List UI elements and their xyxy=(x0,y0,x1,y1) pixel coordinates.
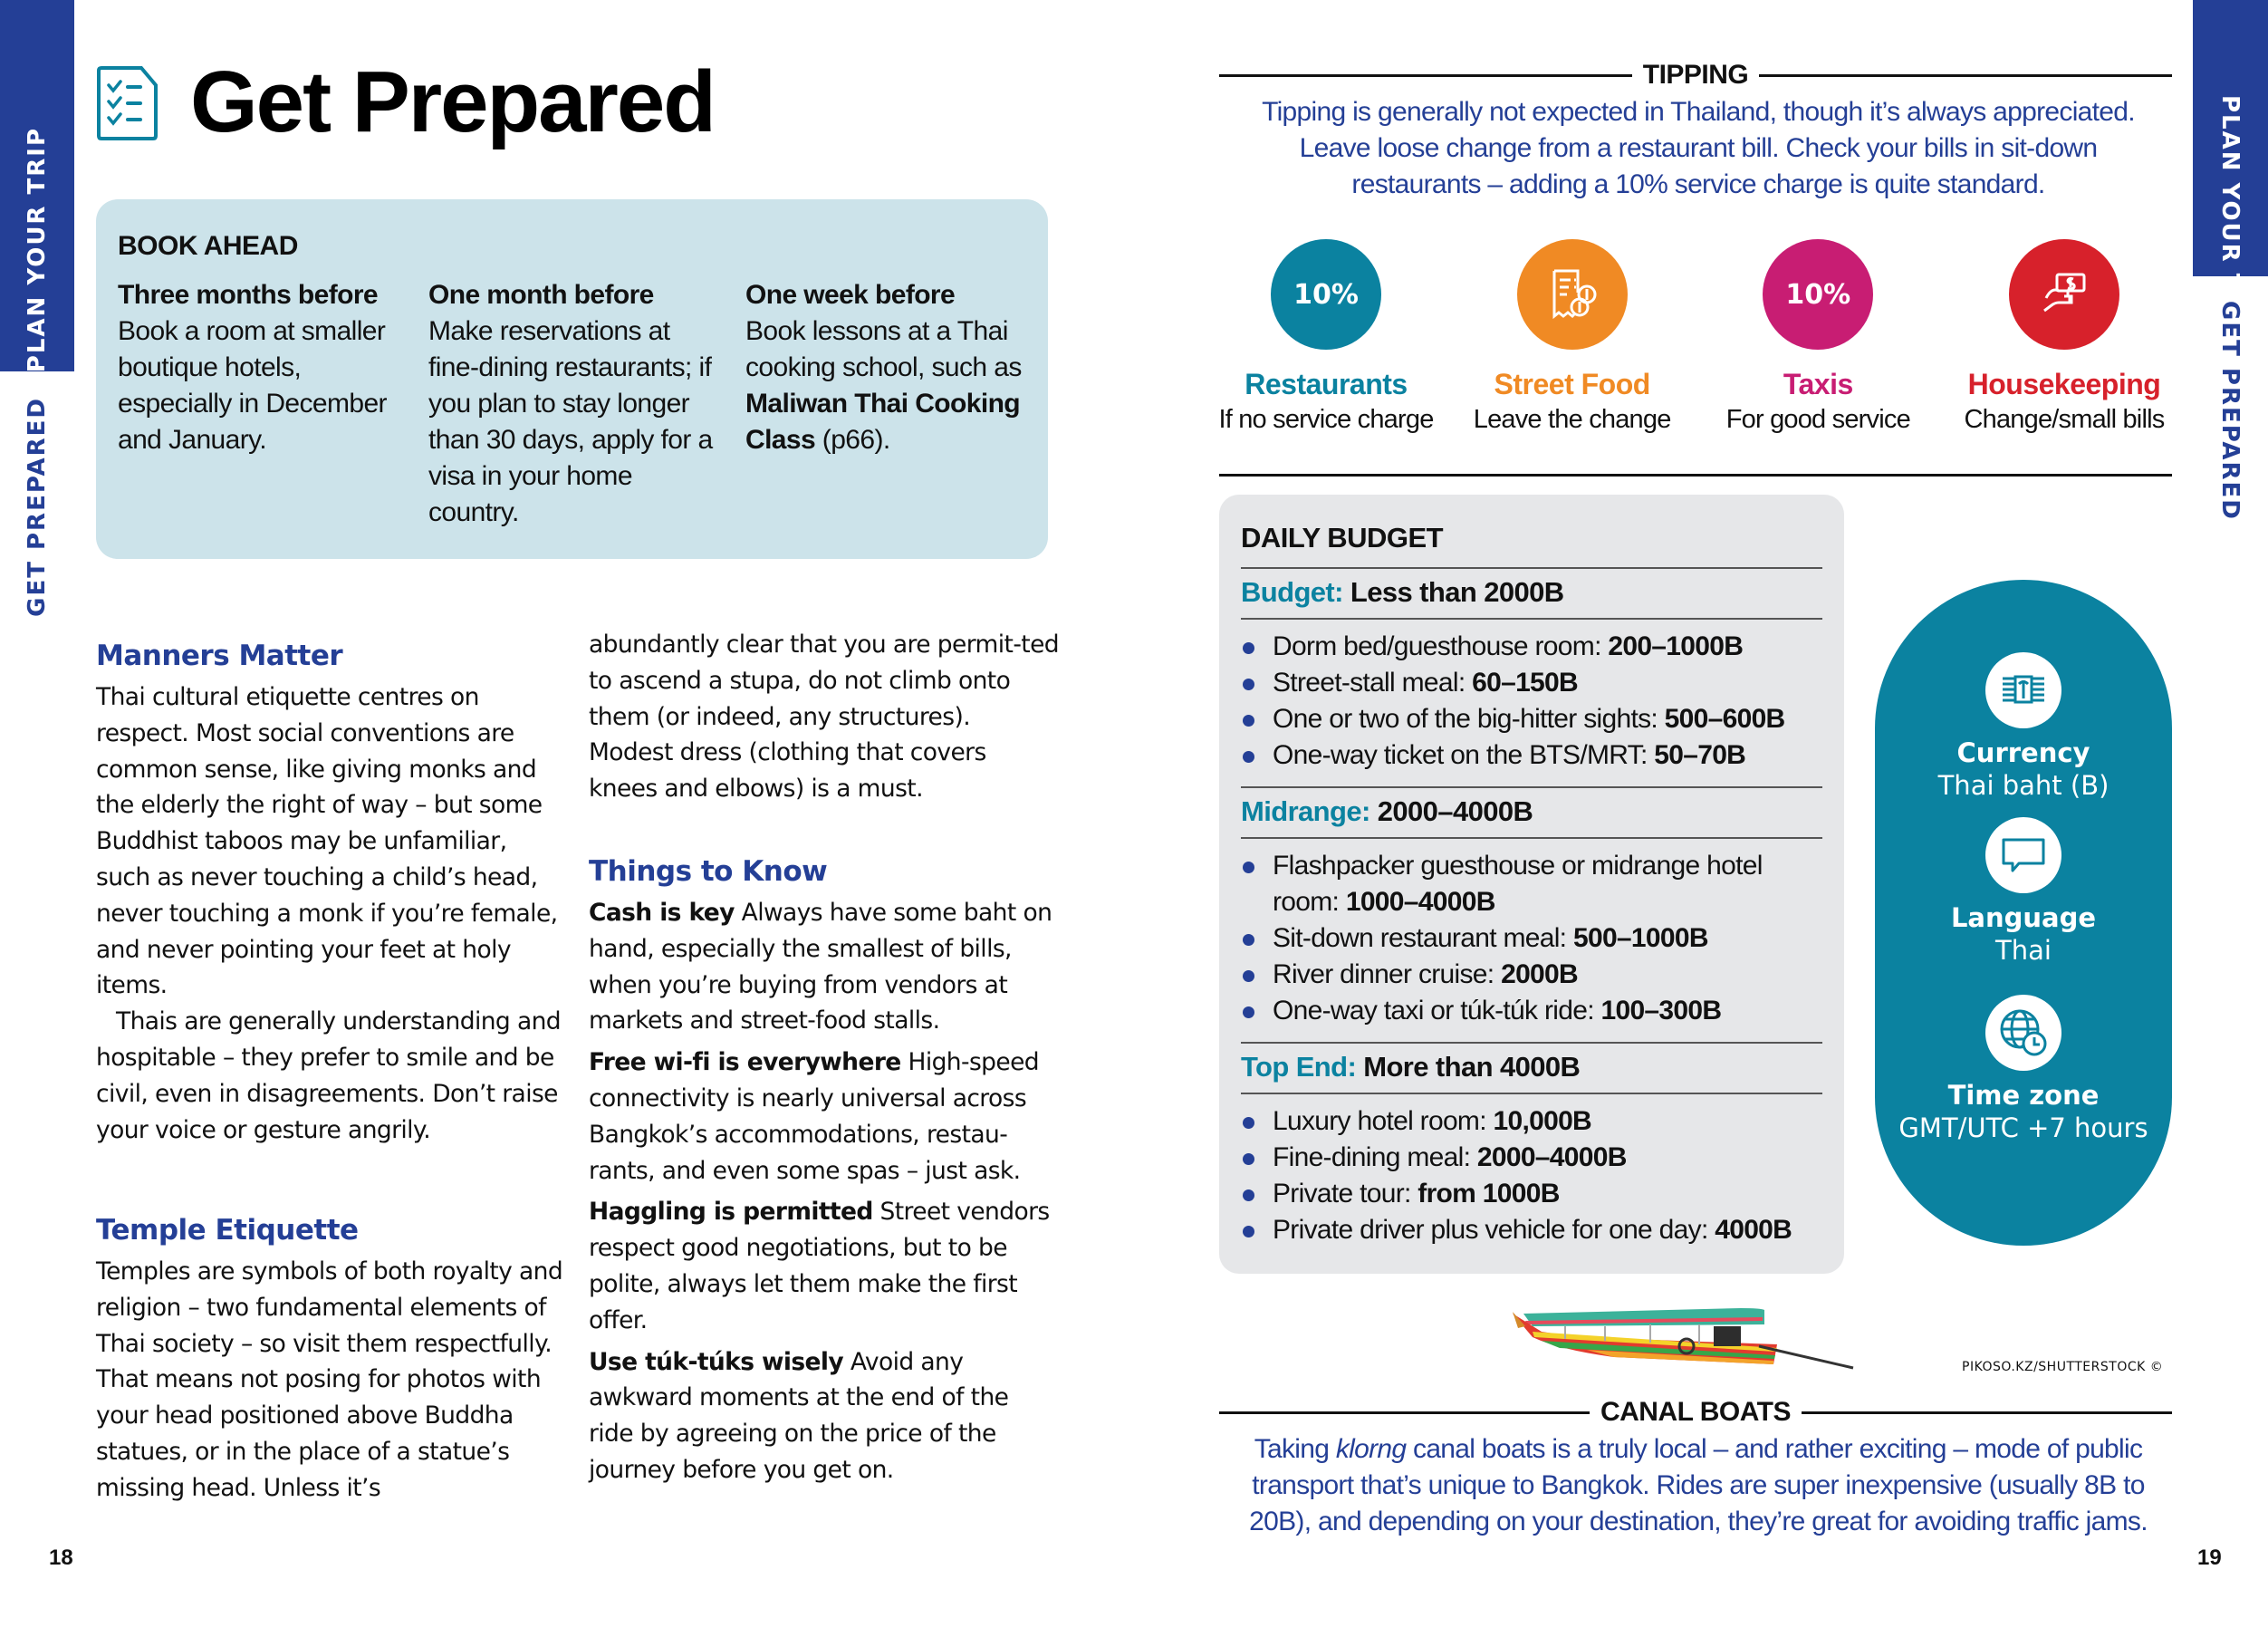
fact-label: Language xyxy=(1950,902,2097,933)
divider xyxy=(1219,1411,1590,1414)
things-item-lead: Free wi-fi is everywhere xyxy=(589,1048,901,1077)
tipping-items xyxy=(1219,239,2174,435)
item-text: Sit-down restaurant meal: xyxy=(1273,923,1573,953)
item-text: One-way taxi or túk-túk ride: xyxy=(1273,996,1601,1026)
item-text: One-way ticket on the BTS/MRT: xyxy=(1273,740,1655,770)
page-reference: (p66). xyxy=(815,425,890,455)
item-price: 200–1000B xyxy=(1608,631,1744,661)
tip-name: Housekeeping xyxy=(1967,368,2161,400)
percent-badge xyxy=(1763,239,1873,350)
tip-restaurants xyxy=(1217,239,1435,435)
things-item-text: Street vendors respect good negotiations, but to be polite, always let them make the first offer. xyxy=(589,1198,1050,1334)
item-text: Fine-dining meal: xyxy=(1273,1142,1477,1172)
item-text: Private tour: xyxy=(1273,1179,1418,1208)
divider xyxy=(1241,786,1822,788)
item-text: One or two of the big-hitter sights: xyxy=(1273,704,1665,734)
item-price: 2000–4000B xyxy=(1476,1142,1627,1172)
manners-paragraph-1: Thai cultural etiquette centres on respect. Most social conventions are common sense, like giving monks and the elderly the right of way – but some Buddhist taboos may be unfamiliar, such as never touching a child’s head, never touching a monk if you’re female, and never pointing your feet at holy items. xyxy=(96,683,558,1000)
list-item xyxy=(1241,920,1822,957)
checklist-icon xyxy=(96,65,159,141)
canal-text-italic: klorng xyxy=(1335,1434,1407,1464)
item-text: River dinner cruise: xyxy=(1273,959,1502,989)
daily-budget-heading: DAILY BUDGET xyxy=(1241,522,1444,554)
item-text: Flashpacker guesthouse or midrange hotel room: xyxy=(1273,851,1763,917)
divider xyxy=(1802,1411,2172,1414)
item-price: 500–600B xyxy=(1664,704,1785,734)
book-ahead-col-1 xyxy=(118,277,408,458)
receipt-coins-icon xyxy=(1517,239,1628,350)
page-number-left: 18 xyxy=(49,1546,73,1570)
tier-range: Less than 2000B xyxy=(1350,576,1564,608)
book-ahead-col-text: Book a room at smaller boutique hotels, especially in December and January. xyxy=(118,316,387,455)
item-price: 10,000B xyxy=(1493,1106,1592,1136)
item-text: Luxury hotel room: xyxy=(1273,1106,1494,1136)
fact-value: Thai baht (B) xyxy=(1937,770,2109,801)
list-item xyxy=(1241,1212,1822,1248)
fact-value: Thai xyxy=(1995,935,2052,966)
things-item xyxy=(589,1344,1060,1488)
cooking-class-name: Maliwan Thai Cooking Class xyxy=(745,389,1021,455)
item-price: 60–150B xyxy=(1472,668,1578,698)
right-section-label: PLAN YOUR TRIP xyxy=(2216,95,2244,342)
tip-name: Restaurants xyxy=(1245,368,1408,400)
tipping-heading-rule xyxy=(1219,60,2172,91)
photo-credit: PIKOSO.KZ/SHUTTERSTOCK © xyxy=(1962,1360,2164,1374)
things-item xyxy=(589,895,1060,1039)
midrange-tier-header xyxy=(1241,795,1822,828)
left-section-tab xyxy=(0,0,74,371)
item-price: 2000B xyxy=(1501,959,1578,989)
left-chapter-label: GET PREPARED xyxy=(24,397,51,617)
canal-boats-heading-rule xyxy=(1219,1397,2172,1428)
tip-housekeeping xyxy=(1956,239,2173,435)
book-ahead-col-text: Make reservations at fine-dining restaurants; if you plan to stay longer than 30 days, apply for a visa in your home country. xyxy=(428,316,713,527)
quick-facts-pill xyxy=(1875,580,2172,1246)
tier-label: Top End: xyxy=(1241,1051,1357,1083)
item-text: Street-stall meal: xyxy=(1273,668,1473,698)
tip-name: Street Food xyxy=(1494,368,1650,400)
book-ahead-heading: BOOK AHEAD xyxy=(118,231,298,261)
manners-body xyxy=(96,679,567,1148)
list-item xyxy=(1241,993,1822,1029)
tip-desc: If no service charge xyxy=(1218,405,1434,434)
percent-badge xyxy=(1271,239,1381,350)
things-item-text: Avoid any awkward moments at the end of the ride by agreeing on the price of the journey before you get on. xyxy=(589,1347,1009,1484)
daily-budget-box xyxy=(1219,495,1844,1274)
list-item xyxy=(1241,848,1822,920)
list-item xyxy=(1241,1140,1822,1176)
divider xyxy=(1241,1042,1822,1044)
fact-time-zone xyxy=(1875,995,2172,1143)
things-item-lead: Use túk-túks wisely xyxy=(589,1347,844,1376)
tip-desc: Leave the change xyxy=(1473,405,1671,434)
item-price: 4000B xyxy=(1715,1215,1792,1245)
globe-clock-icon xyxy=(1985,995,2061,1071)
item-price: 50–70B xyxy=(1654,740,1746,770)
book-ahead-col-title: One week before xyxy=(745,280,956,310)
divider xyxy=(1241,618,1822,620)
midrange-tier-list xyxy=(1241,848,1822,1029)
divider xyxy=(1219,474,2172,477)
list-item xyxy=(1241,957,1822,993)
temple-body: Temples are symbols of both royalty and religion – two fundamental elements of Thai society – so visit them respectfully. That means not posing for photos with your head positioned above Buddha statues, or in the place of a statue’s missing head. Unless it’s xyxy=(96,1257,563,1502)
tip-name: Taxis xyxy=(1783,368,1853,400)
budget-tier-list xyxy=(1241,629,1822,774)
fact-label: Time zone xyxy=(1947,1080,2100,1111)
tip-desc: For good service xyxy=(1725,405,1910,434)
list-item xyxy=(1241,665,1822,701)
divider xyxy=(1241,1093,1822,1094)
tier-label: Budget: xyxy=(1241,576,1343,608)
tip-street-food xyxy=(1464,239,1681,435)
book-ahead-col-title: One month before xyxy=(428,280,654,310)
page-title: Get Prepared xyxy=(190,53,715,150)
tipping-intro: Tipping is generally not expected in Thailand, though it’s always appreciated. Leave loose change from a restaurant bill. Check your bills in sit-down restaurants – adding a 10% service charge is quite standard. xyxy=(1262,97,2135,199)
things-item-lead: Cash is key xyxy=(589,899,735,927)
canal-text-part: canal boats is a truly local – and rather exciting – mode of public transport that’s unique to Bangkok. Rides are super inexpensive (usually 8B to 20B), and depending on your destination, they’re great for avoiding traffic jams. xyxy=(1249,1434,2148,1536)
top-end-tier-header xyxy=(1241,1051,1822,1083)
things-item xyxy=(589,1045,1060,1189)
things-item-text: Always have some baht on hand, especially the smallest of bills, when you’re buying from vendors at markets and street-food stalls. xyxy=(589,899,1052,1035)
tipping-heading: TIPPING xyxy=(1642,60,1749,90)
list-item xyxy=(1241,701,1822,737)
temple-heading: Temple Etiquette xyxy=(96,1214,359,1247)
item-price: 500–1000B xyxy=(1572,923,1708,953)
book-ahead-col-2 xyxy=(428,277,718,531)
tier-label: Midrange: xyxy=(1241,795,1370,827)
tier-range: More than 4000B xyxy=(1363,1051,1581,1083)
book-ahead-col-title: Three months before xyxy=(118,280,378,310)
tier-range: 2000–4000B xyxy=(1377,795,1533,827)
item-text: Private driver plus vehicle for one day: xyxy=(1273,1215,1715,1245)
things-heading: Things to Know xyxy=(589,855,828,888)
canal-boats-text xyxy=(1232,1431,2165,1540)
canal-text-part: Taking xyxy=(1254,1434,1336,1464)
percent-label: 10% xyxy=(1785,278,1851,311)
tip-desc: Change/small bills xyxy=(1964,405,2165,434)
canal-boats-heading: CANAL BOATS xyxy=(1600,1397,1792,1427)
fact-language xyxy=(1875,817,2172,966)
book-ahead-box xyxy=(96,199,1048,559)
divider xyxy=(1759,74,2172,77)
item-text: Dorm bed/guesthouse room: xyxy=(1273,631,1609,661)
divider xyxy=(1241,837,1822,839)
tip-taxis xyxy=(1709,239,1927,435)
list-item xyxy=(1241,1176,1822,1212)
percent-label: 10% xyxy=(1293,278,1359,311)
banknotes-icon xyxy=(1985,652,2061,728)
hand-cash-icon xyxy=(2009,239,2119,350)
list-item xyxy=(1241,629,1822,665)
things-item xyxy=(589,1194,1060,1338)
manners-paragraph-2: Thais are generally understanding and hospitable – they prefer to smile and be civil, even in disagreements. Don’t raise your voice or gesture angrily. xyxy=(96,1007,562,1144)
canal-boat-photo xyxy=(1505,1305,1877,1377)
manners-heading: Manners Matter xyxy=(96,640,343,672)
divider xyxy=(1219,74,1632,77)
fact-value: GMT/UTC +7 hours xyxy=(1898,1112,2148,1143)
list-item xyxy=(1241,1103,1822,1140)
item-price: from 1000B xyxy=(1418,1179,1560,1208)
left-section-label: PLAN YOUR TRIP xyxy=(24,127,51,373)
budget-tier-header xyxy=(1241,576,1822,609)
things-item-lead: Haggling is permitted xyxy=(589,1198,873,1227)
page-number-right: 19 xyxy=(2197,1546,2222,1570)
list-item xyxy=(1241,737,1822,774)
fact-label: Currency xyxy=(1956,737,2090,768)
item-price: 100–300B xyxy=(1600,996,1722,1026)
book-ahead-col-3 xyxy=(745,277,1035,458)
things-list xyxy=(589,895,1060,1488)
divider xyxy=(1241,567,1822,569)
right-chapter-label: GET PREPARED xyxy=(2216,301,2244,521)
book-ahead-col-text: Book lessons at a Thai cooking school, such as xyxy=(745,316,1022,382)
fact-currency xyxy=(1875,652,2172,801)
speech-bubble-icon xyxy=(1985,817,2061,893)
top-end-tier-list xyxy=(1241,1103,1822,1248)
temple-body-continued: abundantly clear that you are permit-ted to ascend a stupa, do not climb onto them (or indeed, any structures). Modest dress (clothing that covers knees and elbows) is a must. xyxy=(589,631,1059,804)
things-item-text: High-speed connectivity is nearly universal across Bangkok’s accommodations, restau-rants, and even some spas – just ask. xyxy=(589,1048,1040,1185)
item-price: 1000–4000B xyxy=(1345,887,1495,917)
